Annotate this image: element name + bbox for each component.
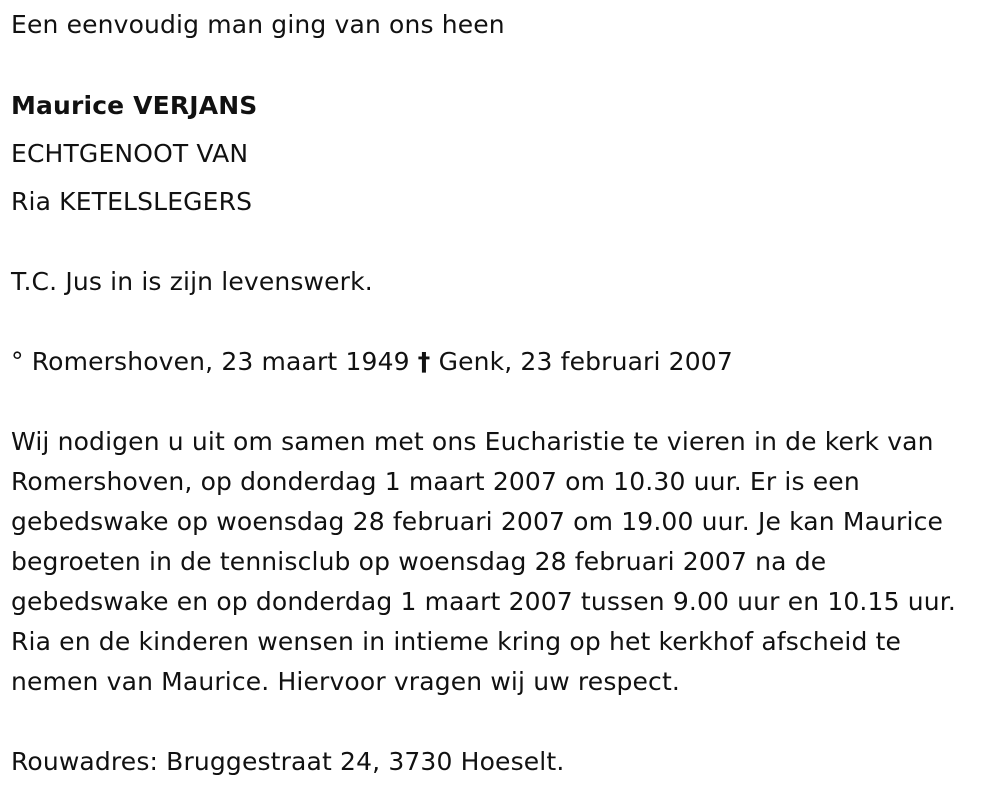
announcement-paragraph <box>11 422 996 702</box>
birth-death-line <box>11 342 733 382</box>
intro-text: Een eenvoudig man ging van ons heen <box>11 10 505 39</box>
announcement-line: Wij nodigen u uit om samen met ons Eucharistie te vieren in de kerk van <box>11 427 934 456</box>
announcement-line: Romershoven, op donderdag 1 maart 2007 om 10.30 uur. Er is een <box>11 467 860 496</box>
announcement-line: gebedswake op woensdag 28 februari 2007 om 19.00 uur. Je kan Maurice <box>11 507 943 536</box>
address-text: Rouwadres: Bruggestraat 24, 3730 Hoeselt. <box>11 747 565 776</box>
announcement-line: begroeten in de tennisclub op woensdag 28 februari 2007 na de <box>11 547 827 576</box>
announcement-line: Ria en de kinderen wensen in intieme kring op het kerkhof afscheid te <box>11 627 902 656</box>
birth-text: ° Romershoven, 23 maart 1949 <box>11 347 410 376</box>
spouse-name: Ria KETELSLEGERS <box>11 187 253 216</box>
announcement-line: gebedswake en op donderdag 1 maart 2007 tussen 9.00 uur en 10.15 uur. <box>11 587 956 616</box>
announcement-line: nemen van Maurice. Hiervoor vragen wij uw respect. <box>11 667 680 696</box>
deceased-name: Maurice VERJANS <box>11 91 258 120</box>
relation-text: ECHTGENOOT VAN <box>11 139 249 168</box>
death-text: Genk, 23 februari 2007 <box>438 347 733 376</box>
cross-icon: † <box>417 347 431 376</box>
life-work-text: T.C. Jus in is zijn levenswerk. <box>11 267 373 296</box>
